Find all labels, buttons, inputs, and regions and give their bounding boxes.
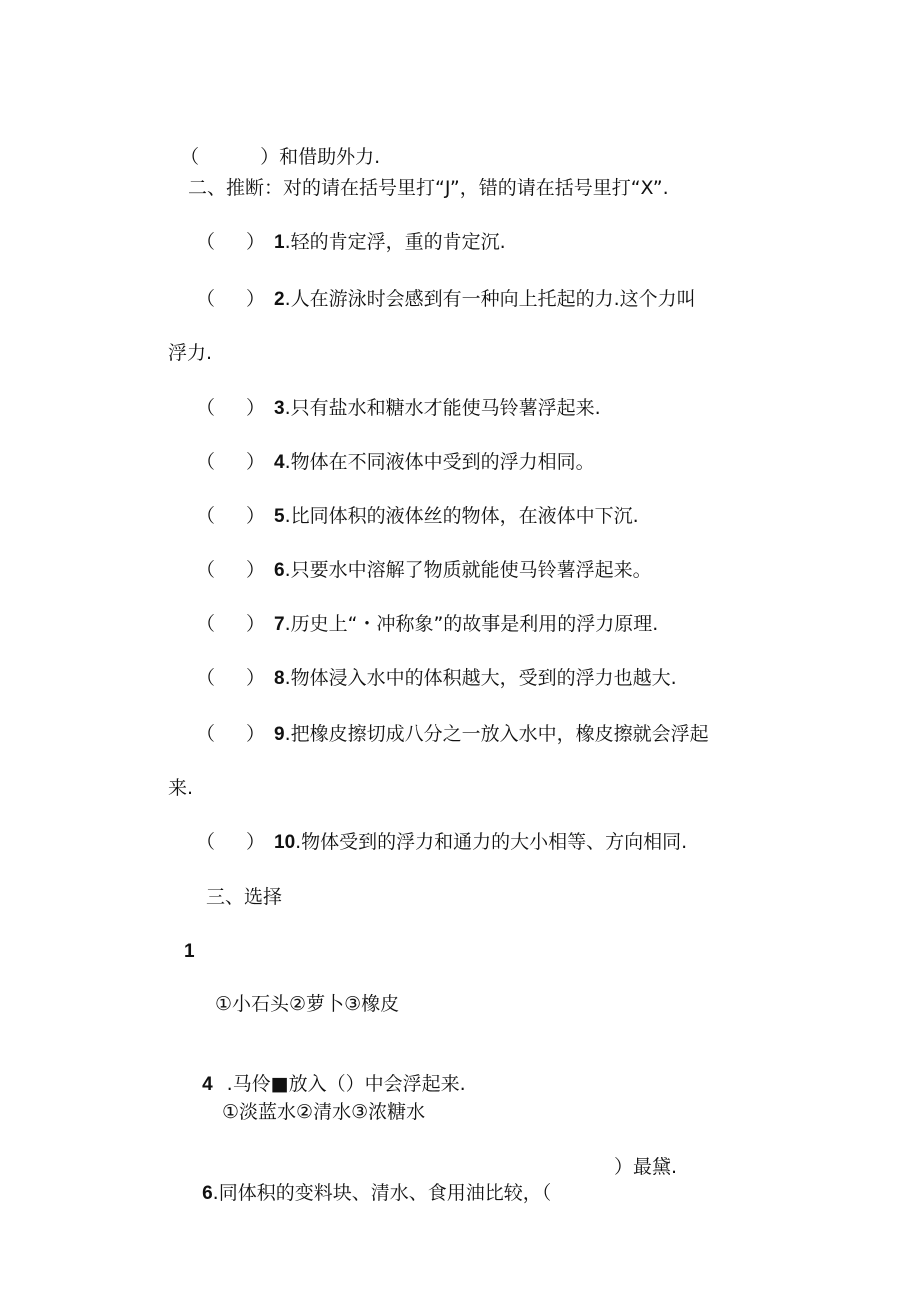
answer-blank-open[interactable]: （ bbox=[196, 831, 216, 853]
answer-blank-open[interactable]: （ bbox=[196, 559, 216, 581]
item-text: .轻的肯定浮，重的肯定沉. bbox=[284, 231, 506, 253]
item-text: .只要水中溶解了物质就能使马铃薯浮起来。 bbox=[284, 559, 652, 581]
answer-blank-close: ） bbox=[246, 451, 266, 473]
line-continuation-rest bbox=[248, 118, 380, 170]
item-text: .历史上“・冲称象”的故事是利用的浮力原理. bbox=[284, 613, 659, 635]
question-6 bbox=[190, 1154, 551, 1207]
judge-item bbox=[196, 286, 696, 313]
answer-blank-open[interactable]: （ bbox=[196, 613, 216, 635]
answer-blank-close: ） bbox=[246, 559, 266, 581]
answer-blank-close: ） bbox=[246, 723, 266, 745]
item-number: 7 bbox=[274, 614, 285, 635]
item-text: .物体浸入水中的体积越大，受到的浮力也越大. bbox=[284, 667, 677, 689]
item-text: .人在游泳时会感到有一种向上托起的力.这个力叫 bbox=[284, 288, 696, 310]
answer-blank-close: ） bbox=[246, 613, 266, 635]
judge-item bbox=[196, 395, 601, 422]
answer-blank-close: ） bbox=[246, 505, 266, 527]
blank-open-paren: （ bbox=[180, 146, 200, 168]
item-text-continuation: 浮力. bbox=[168, 342, 213, 364]
answer-blank-close: ） bbox=[246, 667, 266, 689]
item-text: .把橡皮擦切成八分之一放入水中，橡皮擦就会浮起 bbox=[284, 723, 709, 745]
answer-blank-open[interactable]: （ bbox=[196, 723, 216, 745]
answer-blank-close: ） bbox=[246, 831, 266, 853]
line-text: 和借助外力. bbox=[279, 146, 381, 168]
item-text: .物体受到的浮力和通力的大小相等、方向相同. bbox=[295, 831, 688, 853]
item-number: 2 bbox=[274, 289, 285, 310]
blank-close-paren: ） bbox=[260, 146, 280, 168]
item-text-continuation: 来. bbox=[168, 777, 194, 799]
answer-blank-open[interactable]: （ bbox=[196, 231, 216, 253]
answer-blank-open[interactable]: （ bbox=[196, 451, 216, 473]
question-4 bbox=[190, 1045, 466, 1098]
question-1-options: ①小石头②萝卜③橡皮 bbox=[215, 993, 400, 1015]
question-6-text: .同体积的变料块、清水、食用油比较，（ bbox=[212, 1182, 552, 1204]
answer-blank-close: ） bbox=[246, 231, 266, 253]
section-2-title: 二、推断：对的请在括号里打“J”，错的请在括号里打“X”. bbox=[188, 177, 669, 199]
answer-blank-open[interactable]: （ bbox=[196, 667, 216, 689]
answer-blank-open[interactable]: （ bbox=[196, 288, 216, 310]
item-number: 10 bbox=[274, 832, 296, 853]
question-6-number: 6 bbox=[202, 1183, 213, 1204]
item-number: 3 bbox=[274, 398, 285, 419]
answer-blank-open[interactable]: （ bbox=[196, 505, 216, 527]
item-text: .物体在不同液体中受到的浮力相同。 bbox=[284, 451, 595, 473]
item-number: 4 bbox=[274, 452, 285, 473]
judge-item bbox=[196, 611, 658, 638]
item-number: 8 bbox=[274, 668, 285, 689]
judge-item bbox=[196, 557, 652, 584]
line-continuation bbox=[168, 118, 199, 170]
question-4-text: .马伶■放入（）中会浮起来. bbox=[226, 1073, 466, 1095]
answer-blank-open[interactable]: （ bbox=[196, 397, 216, 419]
judge-item bbox=[196, 503, 639, 530]
answer-blank-close: ） bbox=[246, 288, 266, 310]
item-number: 1 bbox=[274, 232, 285, 253]
judge-item bbox=[196, 721, 709, 748]
answer-blank-close: ） bbox=[246, 397, 266, 419]
item-text: .只有盐水和糖水才能使马铃薯浮起来. bbox=[284, 397, 601, 419]
judge-item bbox=[196, 229, 506, 256]
item-number: 5 bbox=[274, 506, 285, 527]
question-4-options: ①淡蓝水②清水③浓糖水 bbox=[222, 1101, 426, 1123]
judge-item bbox=[196, 449, 595, 476]
section-3-title: 三、选择 bbox=[206, 886, 283, 908]
item-number: 9 bbox=[274, 724, 285, 745]
question-4-number: 4 bbox=[202, 1074, 213, 1095]
judge-item bbox=[196, 665, 677, 692]
item-text: .比同体积的液体丝的物体，在液体中下沉. bbox=[284, 505, 639, 527]
question-1-number: 1 bbox=[184, 941, 195, 962]
judge-item bbox=[196, 829, 687, 856]
question-6-close: ）最黛. bbox=[614, 1156, 678, 1178]
item-number: 6 bbox=[274, 560, 285, 581]
